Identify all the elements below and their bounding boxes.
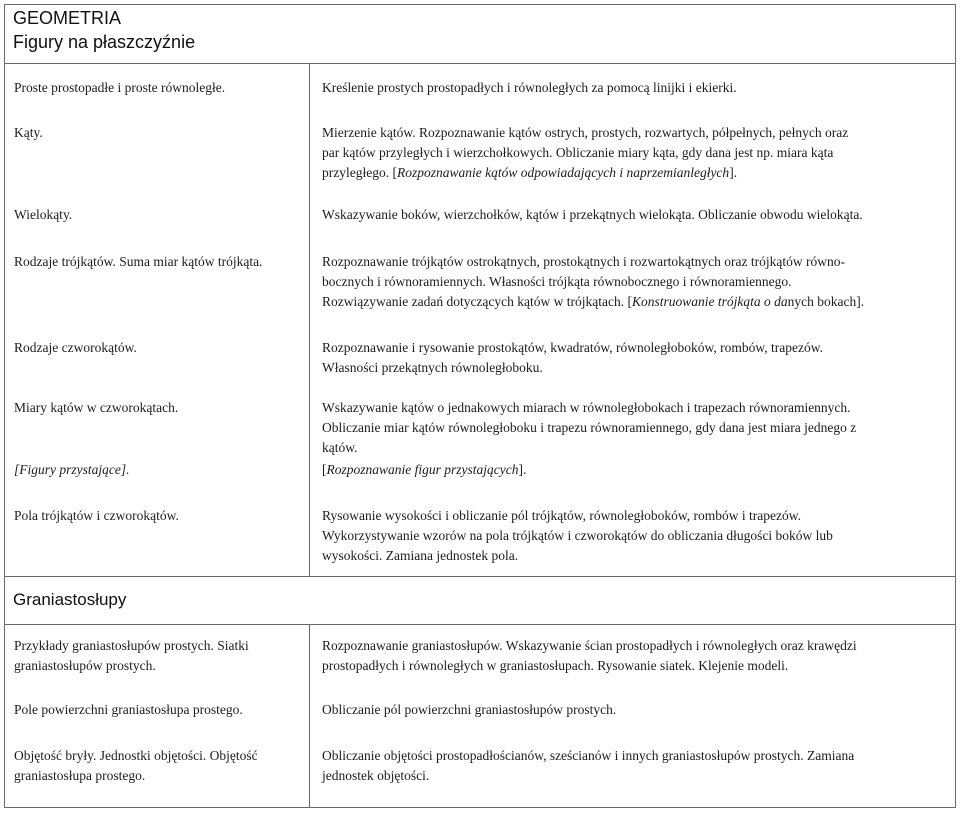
description-text: przyległego. [ — [322, 165, 397, 180]
description-text: Wskazywanie boków, wierzchołków, kątów i przekątnych wielokąta. Obliczanie obwodu wielokąta. — [322, 207, 863, 222]
section1-bottom-rule — [4, 576, 956, 577]
description-text: nych bokach]. — [787, 294, 865, 309]
description-text: jednostek objętości. — [322, 768, 430, 783]
subject-title: GEOMETRIA — [13, 8, 122, 28]
description-text: Rozpoznawanie trójkątów ostrokątnych, prostokątnych i rozwartokątnych oraz trójkątów równo- — [322, 254, 845, 269]
description-text: prostopadłych i równoległych w graniastosłupach. Rysowanie siatek. Klejenie modeli. — [322, 658, 789, 673]
description-cell — [322, 78, 737, 98]
description-text: Obliczanie objętości prostopadłościanów, sześcianów i innych graniastosłupów prostych. Zamiana — [322, 748, 855, 763]
description-cell — [322, 418, 856, 438]
description-cell — [322, 506, 801, 526]
topic-cell: graniastosłupów prostych. — [14, 658, 156, 673]
topic-cell: Pola trójkątów i czworokątów. — [14, 508, 179, 523]
description-cell — [322, 700, 616, 720]
description-text: Kreślenie prostych prostopadłych i równoległych za pomocą linijki i ekierki. — [322, 80, 737, 95]
description-text: [ — [322, 462, 327, 477]
description-text: ]. — [518, 462, 527, 477]
description-text: par kątów przyległych i wierzchołkowych. Obliczanie miary kąta, gdy dana jest np. miara kąta — [322, 145, 834, 160]
description-cell — [322, 438, 358, 458]
description-cell — [322, 272, 791, 292]
description-text: Konstruowanie trójkąta o da — [632, 294, 788, 309]
topic-cell: Objętość bryły. Jednostki objętości. Objętość — [14, 748, 258, 763]
description-cell — [322, 292, 864, 312]
section-title-plane-figures: Figury na płaszczyźnie — [13, 32, 196, 52]
topic-cell: [Figury przystające]. — [14, 462, 130, 477]
description-text: Obliczanie miar kątów równoległoboku i trapezu równoramiennego, gdy dana jest miara jednego z — [322, 420, 857, 435]
description-cell — [322, 205, 863, 225]
description-cell — [322, 546, 518, 566]
section2-header-divider — [4, 624, 956, 625]
topic-cell: Przykłady graniastosłupów prostych. Siatki — [14, 638, 249, 653]
description-text: kątów. — [322, 440, 358, 455]
description-cell — [322, 143, 833, 163]
description-text: Obliczanie pól powierzchni graniastosłupów prostych. — [322, 702, 617, 717]
description-text: Wykorzystywanie wzorów na pola trójkątów i czworokątów do obliczania długości boków lub — [322, 528, 833, 543]
description-text: Rozwiązywanie zadań dotyczących kątów w trójkątach. [ — [322, 294, 632, 309]
description-cell — [322, 460, 526, 480]
description-text: Rozpoznawanie i rysowanie prostokątów, kwadratów, równoległoboków, rombów, trapezów. — [322, 340, 823, 355]
topic-cell: Kąty. — [14, 125, 43, 140]
topic-cell: Wielokąty. — [14, 207, 73, 222]
topic-cell: Pole powierzchni graniastosłupa prostego. — [14, 702, 243, 717]
topic-cell: Miary kątów w czworokątach. — [14, 400, 179, 415]
column-divider — [309, 63, 310, 576]
description-text: Mierzenie kątów. Rozpoznawanie kątów ostrych, prostych, rozwartych, półpełnych, pełnych oraz — [322, 125, 849, 140]
description-cell — [322, 636, 857, 656]
description-cell — [322, 252, 845, 272]
description-text: Własności przekątnych równoległoboku. — [322, 360, 543, 375]
description-text: bocznych i równoramiennych. Własności trójkąta równobocznego i równoramiennego. — [322, 274, 792, 289]
description-cell — [322, 526, 833, 546]
header-divider — [4, 63, 956, 64]
description-cell — [322, 656, 788, 676]
description-cell — [322, 398, 851, 418]
description-cell — [322, 338, 823, 358]
description-text: Rozpoznawanie kątów odpowiadających i naprzemianległych — [396, 165, 730, 180]
description-cell — [322, 766, 429, 786]
description-cell — [322, 746, 854, 766]
topic-cell: Proste prostopadłe i proste równoległe. — [14, 80, 226, 95]
section-title-prisms: Graniastosłupy — [13, 590, 127, 609]
description-text: ]. — [729, 165, 738, 180]
description-text: wysokości. Zamiana jednostek pola. — [322, 548, 519, 563]
description-text: Rozpoznawanie graniastosłupów. Wskazywanie ścian prostopadłych i równoległych oraz krawędzi — [322, 638, 857, 653]
description-cell — [322, 123, 848, 143]
topic-cell: graniastosłupa prostego. — [14, 768, 146, 783]
topic-cell: Rodzaje czworokątów. — [14, 340, 137, 355]
column-divider — [309, 624, 310, 808]
description-text: Rysowanie wysokości i obliczanie pól trójkątów, równoległoboków, rombów i trapezów. — [322, 508, 801, 523]
description-cell — [322, 163, 737, 183]
topic-cell: Rodzaje trójkątów. Suma miar kątów trójkąta. — [14, 254, 263, 269]
description-text: Rozpoznawanie figur przystających — [326, 462, 519, 477]
description-text: Wskazywanie kątów o jednakowych miarach w równoległobokach i trapezach równoramiennych. — [322, 400, 851, 415]
description-cell — [322, 358, 543, 378]
